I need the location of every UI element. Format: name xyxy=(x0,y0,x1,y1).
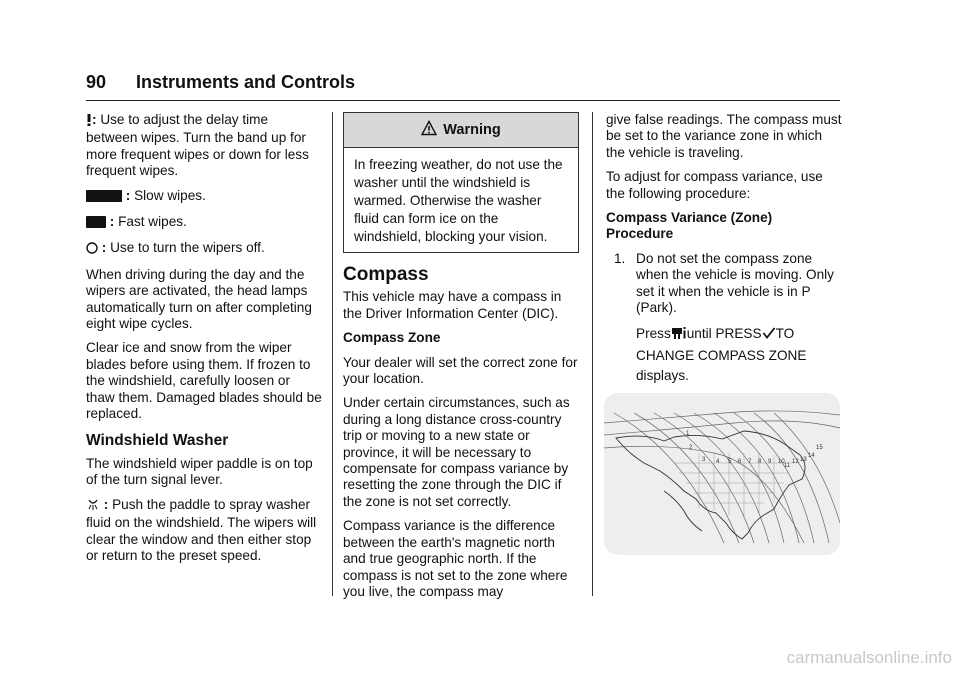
off-text: Use to turn the wipers off. xyxy=(110,240,265,256)
zone-label: 6 xyxy=(738,459,742,465)
column-divider xyxy=(592,112,593,596)
column-divider xyxy=(332,112,333,596)
wiper-off-icon xyxy=(86,242,98,258)
column-middle xyxy=(343,112,579,608)
washer-heading: Windshield Washer xyxy=(86,431,229,449)
zone-label: 9 xyxy=(768,459,772,465)
colon: : xyxy=(109,214,115,230)
step-text: Do not set the compass zone when the vehicle is moving. Only set it when the vehicle is in P (Park). xyxy=(636,250,834,316)
zone-label: 5 xyxy=(728,459,732,465)
off-paragraph xyxy=(86,240,322,258)
zone-label: 7 xyxy=(748,459,752,465)
zone-label: 4 xyxy=(716,459,720,465)
column-right xyxy=(606,112,842,394)
until-press-word: until PRESS xyxy=(686,326,762,342)
warning-box xyxy=(343,112,579,253)
delay-text: Use to adjust the delay time between wipes. Turn the band up for more frequent wipes or down for less frequent wipes. xyxy=(86,112,309,179)
column-left xyxy=(86,112,322,572)
wiper-slow-icon xyxy=(86,190,122,206)
washer-spray-icon xyxy=(86,497,100,515)
washer-paragraph xyxy=(86,497,322,565)
warning-icon xyxy=(421,120,437,140)
warning-header xyxy=(344,113,578,148)
zone-label: 1 xyxy=(686,431,690,437)
colon: : xyxy=(125,187,131,203)
adjust-text: To adjust for compass variance, use the following procedure: xyxy=(606,169,823,201)
compass-zone-map xyxy=(604,393,840,555)
page-header xyxy=(86,66,840,101)
fast-paragraph xyxy=(86,214,322,232)
warning-title: Warning xyxy=(443,121,501,138)
page-number: 90 xyxy=(86,72,107,92)
zone-label: 3 xyxy=(702,457,706,463)
zone-label: 2 xyxy=(689,445,693,451)
press-word: Press xyxy=(636,326,671,342)
colon: : xyxy=(103,496,109,512)
checkmark-icon xyxy=(762,326,776,346)
to-word: TO xyxy=(775,326,795,342)
variance-text: Compass variance is the difference between the earth's magnetic north and true geographic north. If the compass is not set to the zone where you live, the compass may xyxy=(343,518,568,599)
colon: : xyxy=(101,240,107,256)
delay-paragraph xyxy=(86,112,322,180)
washer-intro: The windshield wiper paddle is on top of the turn signal lever. xyxy=(86,455,313,488)
zone-label: 10 xyxy=(778,459,785,465)
ice-paragraph: Clear ice and snow from the wiper blades before using them. If frozen to the windshield, carefully loosen or thaw them. Damaged blades should be replaced. xyxy=(86,340,322,422)
zone-label: 15 xyxy=(816,445,823,451)
compass-heading: Compass xyxy=(343,264,429,285)
colon: : xyxy=(92,112,97,127)
step-display-text: CHANGE COMPASS ZONE displays. xyxy=(636,348,807,384)
zone-label: 8 xyxy=(758,459,762,465)
zone-label: 13 xyxy=(800,457,807,463)
zone-text: Your dealer will set the correct zone for your location. xyxy=(343,354,578,387)
continued-text: give false readings. The compass must be set to the variance zone in which the vehicle is traveling. xyxy=(606,112,842,160)
warning-text: In freezing weather, do not use the washer until the windshield is warmed. Otherwise the washer fluid can form ice on the windshield, blocking your vision. xyxy=(354,157,563,244)
day-paragraph: When driving during the day and the wipers are activated, the head lamps automatically turn on after completing eight wipe cycles. xyxy=(86,266,312,332)
vehicle-info-icon xyxy=(671,326,687,346)
page-title: Instruments and Controls xyxy=(136,72,356,92)
step-press-instruction xyxy=(636,324,842,386)
map-drawing xyxy=(604,393,840,555)
procedure-step xyxy=(614,251,842,395)
slow-text: Slow wipes. xyxy=(134,187,206,203)
step-number: 1. xyxy=(614,250,626,266)
zone-label: 11 xyxy=(784,463,791,469)
zone-label: 12 xyxy=(792,459,799,465)
fast-text: Fast wipes. xyxy=(118,214,187,230)
zone-label: 14 xyxy=(808,453,815,459)
wiper-fast-icon xyxy=(86,216,106,232)
slow-paragraph xyxy=(86,188,322,206)
procedure-label: Compass Variance (Zone) Procedure xyxy=(606,210,773,242)
compass-zone-label: Compass Zone xyxy=(343,330,441,346)
step-body xyxy=(636,251,842,395)
compass-intro: This vehicle may have a compass in the Driver Information Center (DIC). xyxy=(343,289,562,321)
circumstances-text: Under certain circumstances, such as during a long distance cross-country trip or moving to a new state or province, it will be necessary to compensate for compass variance by resetting the zone through the DIC if the zone is not set correctly. xyxy=(343,395,570,509)
watermark: carmanualsonline.info xyxy=(786,648,952,667)
washer-text: Push the paddle to spray washer fluid on the windshield. The wipers will clear the window and then either stop or return to the preset speed. xyxy=(86,496,317,563)
